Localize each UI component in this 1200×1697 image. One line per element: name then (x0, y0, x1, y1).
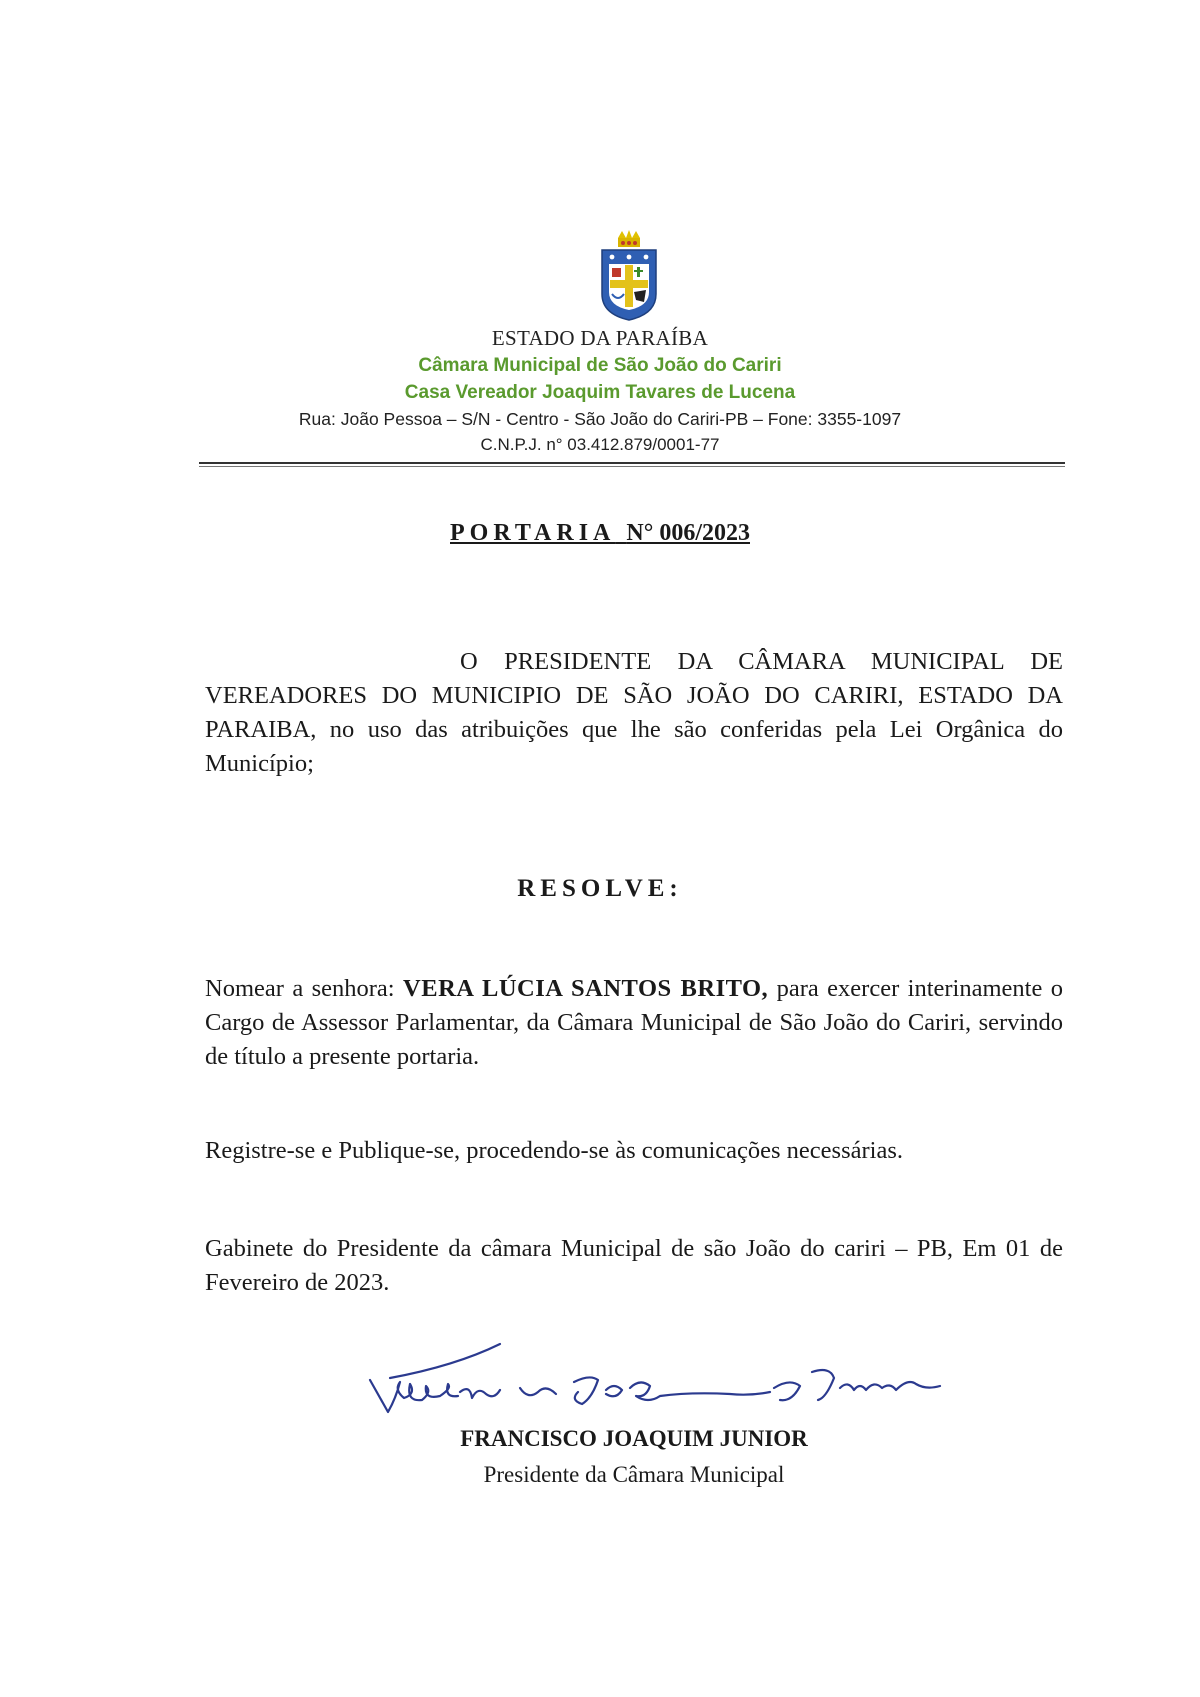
header-divider (199, 462, 1065, 467)
nomination-rest: para exercer interinamente o Cargo de Assessor Parlamentar, da Câmara Municipal de São João do Cariri, servindo de título a presente portaria. (205, 975, 1064, 1070)
address-line: Rua: João Pessoa – S/N - Centro - São João do Cariri-PB – Fone: 3355-1097 (298, 409, 902, 429)
cnpj-line: C.N.P.J. n° 03.412.879/0001-77 (480, 435, 720, 454)
signatory-role: Presidente da Câmara Municipal (483, 1462, 785, 1487)
publish-paragraph: Registre-se e Publique-se, procedendo-se às comunicações necessárias. (205, 1137, 903, 1164)
nomination-prefix: Nomear a senhora: (205, 975, 395, 1002)
house-name: Casa Vereador Joaquim Tavares de Lucena (404, 382, 796, 403)
document-title (0, 520, 1200, 547)
title-gap (615, 520, 626, 546)
state-name: ESTADO DA PARAÍBA (491, 326, 709, 350)
municipal-coat-of-arms-icon (598, 230, 660, 322)
nominee-name: VERA LÚCIA SANTOS BRITO, (403, 975, 769, 1002)
title-number: N° 006/2023 (626, 520, 750, 546)
signatory-name: FRANCISCO JOAQUIM JUNIOR (460, 1426, 808, 1451)
resolve-heading: RESOLVE: (517, 875, 683, 902)
closing-paragraph: Gabinete do Presidente da câmara Municipal de são João do cariri – PB, Em 01 de Fevereiro de 2023. (205, 1235, 1063, 1296)
nomination-paragraph (205, 972, 1063, 1074)
title-word: PORTARIA (450, 520, 616, 546)
opening-paragraph: O PRESIDENTE DA CÂMARA MUNICIPAL DE VEREADORES DO MUNICIPIO DE SÃO JOÃO DO CARIRI, ESTADO DA PARAIBA, no uso das atribuições que lhe são conferidas pela Lei Orgânica do Município; (205, 648, 1063, 777)
chamber-name: Câmara Municipal de São João do Cariri (418, 355, 782, 376)
